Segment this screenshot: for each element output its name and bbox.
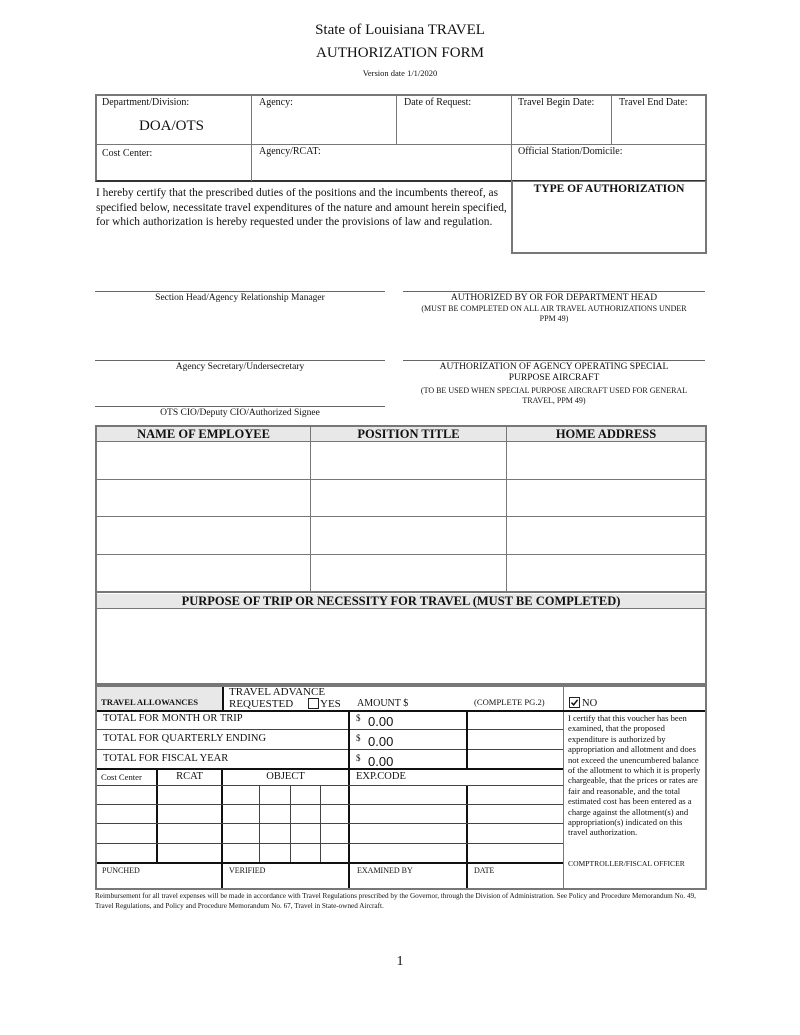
cost-center-field[interactable]	[97, 160, 249, 180]
position-title-field-4[interactable]	[311, 555, 506, 591]
complete-pg2-note: (COMPLETE PG.2)	[474, 697, 545, 707]
total-quarterly-label: TOTAL FOR QUARTERLY ENDING	[103, 733, 267, 744]
coding-grid[interactable]	[97, 786, 563, 862]
coding-header-object: OBJECT	[266, 771, 305, 782]
advance-no-label: NO	[582, 698, 598, 709]
certification-text: I hereby certify that the prescribed duties of the positions and the incumbents thereof, as specified below, necessitate travel expenditures of the nature and amount herein specified, for which authorization is hereby requested under the provisions of law and regulation.	[96, 187, 507, 228]
agency-field[interactable]	[253, 110, 394, 142]
dept-head-note: (MUST BE COMPLETED ON ALL AIR TRAVEL AUTHORIZATIONS UNDER PPM 49)	[421, 304, 687, 323]
date-label: DATE	[474, 866, 495, 875]
version-date: Version date 1/1/2020	[362, 68, 438, 78]
travel-end-field[interactable]	[613, 110, 705, 142]
home-address-field-3[interactable]	[507, 517, 705, 554]
ots-cio-caption: OTS CIO/Deputy CIO/Authorized Signee	[160, 408, 320, 418]
total-quarterly-currency: $	[356, 733, 361, 743]
agency-secretary-caption: Agency Secretary/Undersecretary	[175, 362, 305, 372]
home-address-field-4[interactable]	[507, 555, 705, 591]
amount-label: AMOUNT $	[357, 698, 409, 709]
employee-name-field-1[interactable]	[97, 442, 310, 479]
total-month-label: TOTAL FOR MONTH OR TRIP	[103, 713, 243, 724]
total-month-currency: $	[356, 713, 361, 723]
checkmark-icon	[570, 698, 579, 707]
section-head-caption: Section Head/Agency Relationship Manager	[155, 293, 325, 303]
agency-secretary-signature-line[interactable]	[95, 360, 385, 361]
examined-by-label: EXAMINED BY	[357, 866, 413, 875]
dept-head-signature-line[interactable]	[403, 291, 705, 292]
column-header-address: HOME ADDRESS	[555, 427, 657, 441]
date-of-request-field[interactable]	[398, 110, 509, 142]
coding-header-cost-center: Cost Center	[101, 772, 142, 782]
official-station-label: Official Station/Domicile:	[518, 146, 623, 157]
date-of-request-label: Date of Request:	[404, 97, 472, 108]
verified-label: VERIFIED	[229, 866, 266, 875]
employee-name-field-3[interactable]	[97, 517, 310, 554]
coding-header-rcat: RCAT	[176, 771, 203, 782]
page-number: 1	[396, 954, 404, 969]
purpose-header: PURPOSE OF TRIP OR NECESSITY FOR TRAVEL (MUST BE COMPLETED)	[181, 594, 621, 608]
advance-no-checkbox[interactable]	[569, 697, 580, 708]
travel-advance-label-line2: REQUESTED	[229, 698, 294, 710]
employee-name-field-2[interactable]	[97, 480, 310, 516]
cost-center-label: Cost Center:	[102, 148, 153, 159]
aircraft-note: (TO BE USED WHEN SPECIAL PURPOSE AIRCRAFT USED FOR GENERAL TRAVEL, PPM 49)	[420, 386, 688, 405]
home-address-field-2[interactable]	[507, 480, 705, 516]
travel-allowances-header: TRAVEL ALLOWANCES	[101, 697, 199, 707]
agency-rcat-label: Agency/RCAT:	[259, 146, 321, 157]
agency-rcat-field[interactable]	[253, 160, 509, 180]
advance-yes-checkbox[interactable]	[308, 698, 319, 709]
column-header-name: NAME OF EMPLOYEE	[137, 427, 270, 441]
punched-label: PUNCHED	[102, 866, 140, 875]
total-fiscal-amount[interactable]: 0.00	[368, 754, 394, 769]
column-header-position: POSITION TITLE	[357, 427, 460, 441]
total-fiscal-currency: $	[356, 753, 361, 763]
purpose-field[interactable]	[97, 609, 705, 684]
comptroller-label: COMPTROLLER/FISCAL OFFICER	[568, 859, 685, 868]
aircraft-signature-line[interactable]	[403, 360, 705, 361]
agency-label: Agency:	[259, 97, 293, 108]
total-fiscal-label: TOTAL FOR FISCAL YEAR	[103, 753, 229, 764]
home-address-field-1[interactable]	[507, 442, 705, 479]
position-title-field-3[interactable]	[311, 517, 506, 554]
position-title-field-2[interactable]	[311, 480, 506, 516]
total-month-amount[interactable]: 0.00	[368, 714, 394, 729]
comptroller-certification: I certify that this voucher has been examined, that the proposed expenditure is authorized by appropriation and allotment and does not exceed the unencumbered balance of the allotment to which it is properly chargeable, that the prices or rates are fair and reasonable, and the total estimated cost has been entered as a charge against the allotment(s) and appropriation(s) indicated on this travel authorization.	[568, 713, 701, 838]
travel-begin-field[interactable]	[513, 110, 609, 142]
total-quarterly-amount[interactable]: 0.00	[368, 734, 394, 749]
section-head-signature-line[interactable]	[95, 291, 385, 292]
employee-name-field-4[interactable]	[97, 555, 310, 591]
type-of-authorization-label: TYPE OF AUTHORIZATION	[533, 183, 685, 195]
ots-cio-signature-line[interactable]	[95, 406, 385, 407]
department-label: Department/Division:	[102, 97, 190, 108]
aircraft-caption: AUTHORIZATION OF AGENCY OPERATING SPECIAL PURPOSE AIRCRAFT	[439, 362, 669, 383]
advance-yes-label: YES	[320, 698, 341, 710]
form-title-line1: State of Louisiana TRAVEL	[315, 22, 485, 38]
travel-end-label: Travel End Date:	[619, 97, 688, 108]
travel-begin-label: Travel Begin Date:	[518, 97, 595, 108]
department-field[interactable]: DOA/OTS	[139, 118, 205, 134]
dept-head-caption: AUTHORIZED BY OR FOR DEPARTMENT HEAD	[450, 293, 658, 303]
form-title-line2: AUTHORIZATION FORM	[316, 45, 484, 61]
reimbursement-footnote: Reimbursement for all travel expenses will be made in accordance with Travel Regulations prescribed by the Governor, through the Division of Administration. See Policy and Procedure Memorandum No. 49, Travel Regulations, and Policy and Procedure Memorandum No. 67, Travel in State-owned Aircraft.	[95, 892, 696, 910]
position-title-field-1[interactable]	[311, 442, 506, 479]
official-station-field[interactable]	[513, 160, 705, 180]
coding-header-exp-code: EXP.CODE	[356, 771, 406, 782]
travel-advance-label-line1: TRAVEL ADVANCE	[229, 686, 326, 698]
